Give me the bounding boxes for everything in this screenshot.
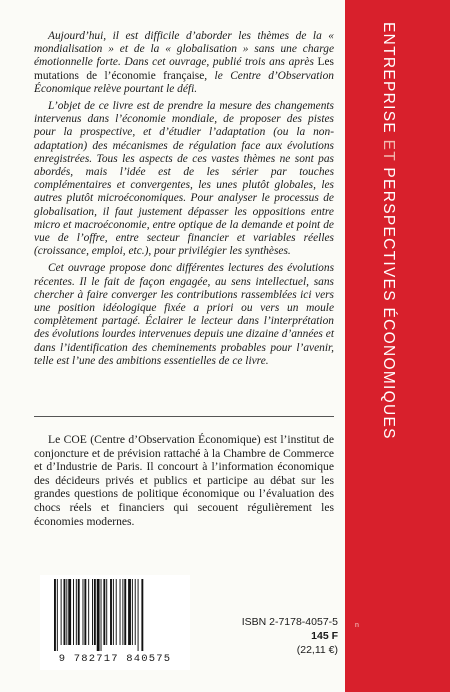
- barcode-bar: [76, 579, 77, 645]
- isbn-price-block: [242, 615, 338, 657]
- barcode-bar: [68, 579, 71, 645]
- barcode-bar: [97, 579, 100, 651]
- barcode-bar: [138, 579, 139, 651]
- barcode-bar: [54, 579, 56, 651]
- barcode-bar: [124, 579, 126, 645]
- barcode-bar: [106, 579, 107, 645]
- description-text: [34, 30, 334, 372]
- barcode-bar: [94, 579, 96, 645]
- barcode-bar: [116, 579, 117, 645]
- isbn: ISBN 2-7178-4057-5: [241, 616, 338, 628]
- barcode-bar: [128, 579, 131, 645]
- barcode-bar: [73, 579, 74, 645]
- barcode-bar: [110, 579, 112, 645]
- series-title: ENTREPRISE ET PERSPECTIVES ÉCONOMIQUES: [380, 22, 397, 440]
- barcode-bar: [113, 579, 114, 645]
- barcode-bar: [61, 579, 62, 645]
- corner-mark: n: [355, 622, 359, 629]
- barcode-bars: [52, 579, 178, 651]
- coe-description: Le COE (Centre d’Observation Économique) est l’institut de conjoncture et de prévision rattaché à la Chambre de Commerce et d’Industrie de Paris. Il concourt à l’information économique des décideurs privés et publics et participe au débat sur les grandes questions de politique économique ou l’évaluation des chocs réels et financiers qui secouent régulièrement les économies modernes.: [34, 433, 334, 528]
- divider: [34, 416, 334, 417]
- barcode-bar: [64, 579, 66, 645]
- barcode-number: 9 782717 840575: [58, 653, 172, 665]
- price-francs: 145 F: [311, 630, 338, 642]
- barcode-bar: [120, 579, 121, 645]
- barcode-bar: [78, 579, 80, 645]
- barcode-bar: [83, 579, 84, 645]
- barcode-bar: [92, 579, 93, 645]
- barcode-bar: [88, 579, 89, 645]
- barcode-bar: [84, 579, 86, 645]
- series-band: [345, 0, 450, 692]
- barcode-bar: [103, 579, 105, 645]
- paragraph-2: L’objet de ce livre est de prendre la mesure des changements intervenus dans l’économie mondiale, de proposer des pistes pour la prospective, et d’étudier l’adaptation (ou la non-adaptation) des mécanismes de régulation face aux évolutions enregistrées. Tous les aspects de ces vastes thèmes ne sont pas abordés, mais l’idée est de les sérier par touches complémentaires et convergentes, les unes plutôt globales, les autres plutôt microéconomiques. Pour analyser le processus de globalisation, il faut justement dépasser les oppositions entre micro et macroéconomie, entre optique de la demande et point de vue de l’offre, entre secteur financier et variables réelles (croissance, emploi, etc.), pour privilégier les synthèses.: [34, 100, 334, 258]
- barcode-bar: [122, 579, 123, 645]
- paragraph-3: Cet ouvrage propose donc différentes lectures des évolutions récentes. Il le fait de façon engagée, au sens intellectuel, sans chercher à faire converger les contributions rassemblées ici vers une position idéologique fixée a priori ou vers un moule complètement partagé. Éclairer le lecteur dans l’interprétation des évolutions lourdes intervenues depuis une dizaine d’années et dans l’identification des cheminements probables pour l’avenir, telle est l’une des ambitions essentielles de ce livre.: [34, 262, 334, 367]
- book-title-reference: Les mutations de l’économie française: [34, 56, 334, 82]
- barcode-bar: [135, 579, 136, 645]
- barcode-bar: [101, 579, 102, 651]
- barcode-bar: [66, 579, 67, 645]
- price-euros: (22,11 €): [296, 644, 338, 656]
- barcode-bar: [57, 579, 58, 651]
- barcode: [40, 575, 190, 670]
- barcode-bar: [132, 579, 133, 645]
- barcode-bar: [141, 579, 143, 651]
- paragraph-1: Aujourd’hui, il est difficile d’aborder les thèmes de la « mondialisation » et de la « globalisation » sans une charge émotionnelle forte. Dans cet ouvrage, publié trois ans après Les mutations de l’économie française, le Centre d’Observation Économique relève pourtant le défi.: [34, 30, 334, 95]
